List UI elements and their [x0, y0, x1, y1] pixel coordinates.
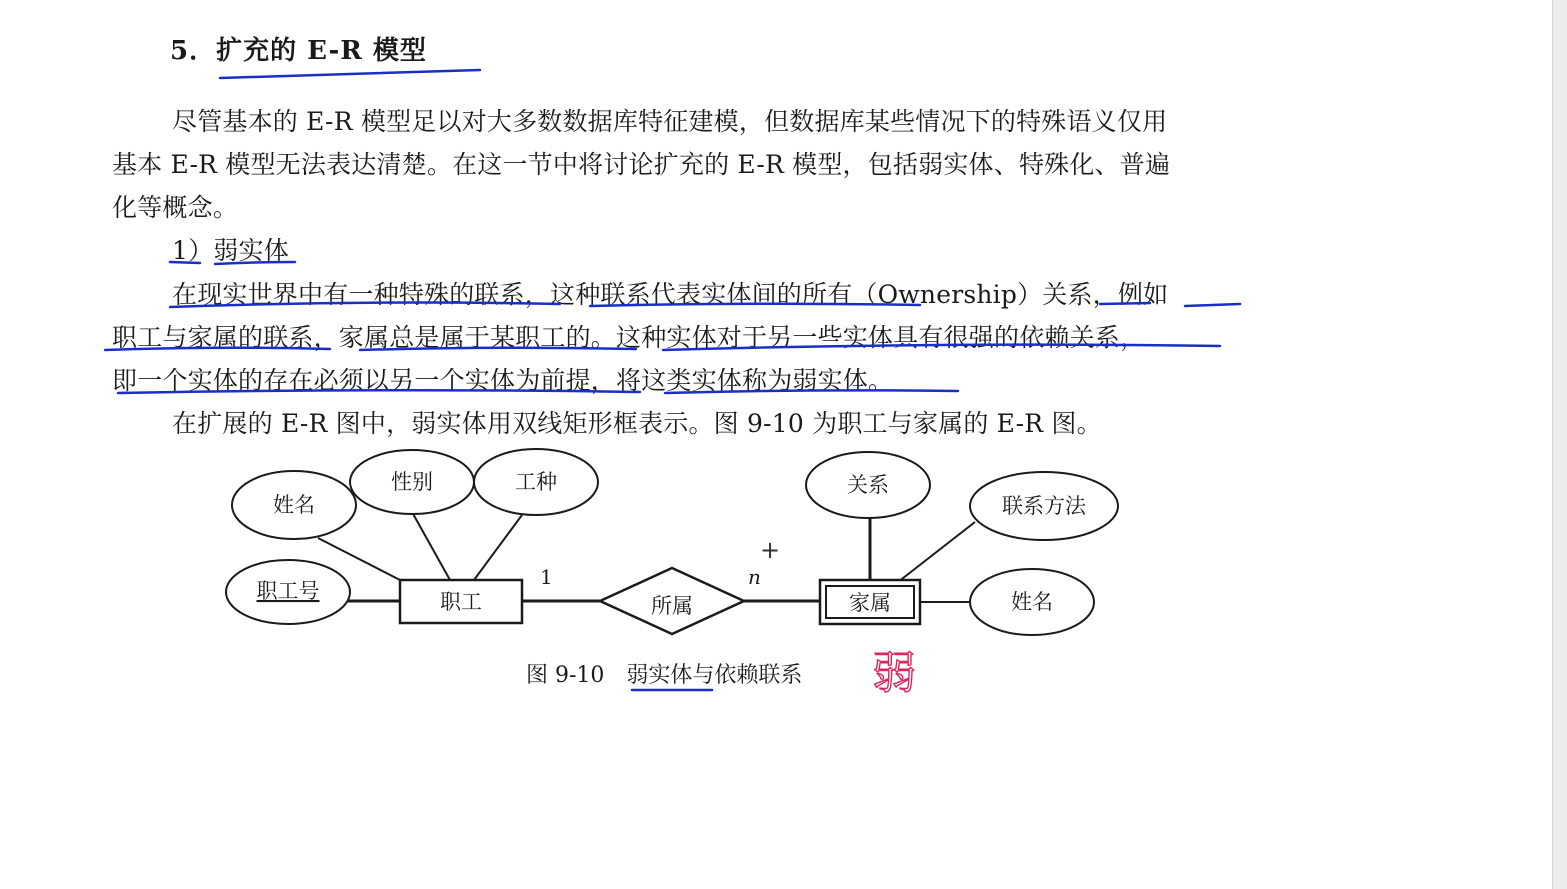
body-line-2: 职工与家属的联系，家属总是属于某职工的。这种实体对于另一些实体具有很强的依赖关系， [112, 323, 1146, 352]
attr-relation-label: 关系 [847, 473, 889, 497]
entity-employee-label: 职工 [440, 590, 482, 614]
figure-number: 图 9-10 [526, 663, 605, 688]
attr-empid-label: 职工号 [256, 579, 320, 603]
subsection-title: 1）弱实体 [172, 236, 289, 265]
relationship-label: 所属 [651, 594, 693, 618]
figure-caption [526, 658, 802, 689]
body-line-1: 在现实世界中有一种特殊的联系，这种联系代表实体间的所有（Ownership）关系，例如 [172, 280, 1169, 309]
cardinality-one: 1 [540, 565, 553, 589]
figure-caption-text: 弱实体与依赖联系 [626, 663, 803, 688]
connector-line [474, 515, 522, 580]
attr-depname-label: 姓名 [1011, 590, 1053, 614]
body-line-3: 即一个实体的存在必须以另一个实体为前提，将这类实体称为弱实体。 [112, 366, 894, 395]
handwritten-note: 弱 [872, 648, 916, 699]
attr-contact-label: 联系方法 [1002, 494, 1086, 518]
plus-mark: + [760, 536, 781, 564]
entity-dependent-label: 家属 [849, 591, 891, 615]
attr-jobtype-label: 工种 [515, 470, 557, 494]
connector-line [412, 512, 450, 580]
intro-line-2: 基本 E-R 模型无法表达清楚。在这一节中将讨论扩充的 E-R 模型，包括弱实体、特殊化、普遍 [112, 150, 1171, 179]
cardinality-n: n [748, 565, 761, 589]
attr-gender-label: 性别 [391, 470, 433, 494]
body-line-4: 在扩展的 E-R 图中，弱实体用双线矩形框表示。图 9-10 为职工与家属的 E-R 图。 [172, 409, 1102, 438]
connector-line [898, 522, 975, 582]
intro-line-1: 尽管基本的 E-R 模型足以对大多数数据库特征建模，但数据库某些情况下的特殊语义仅用 [172, 107, 1168, 136]
section-title: 5．扩充的 E-R 模型 [170, 36, 427, 66]
attr-name-label: 姓名 [273, 493, 315, 517]
intro-line-3: 化等概念。 [112, 193, 239, 222]
